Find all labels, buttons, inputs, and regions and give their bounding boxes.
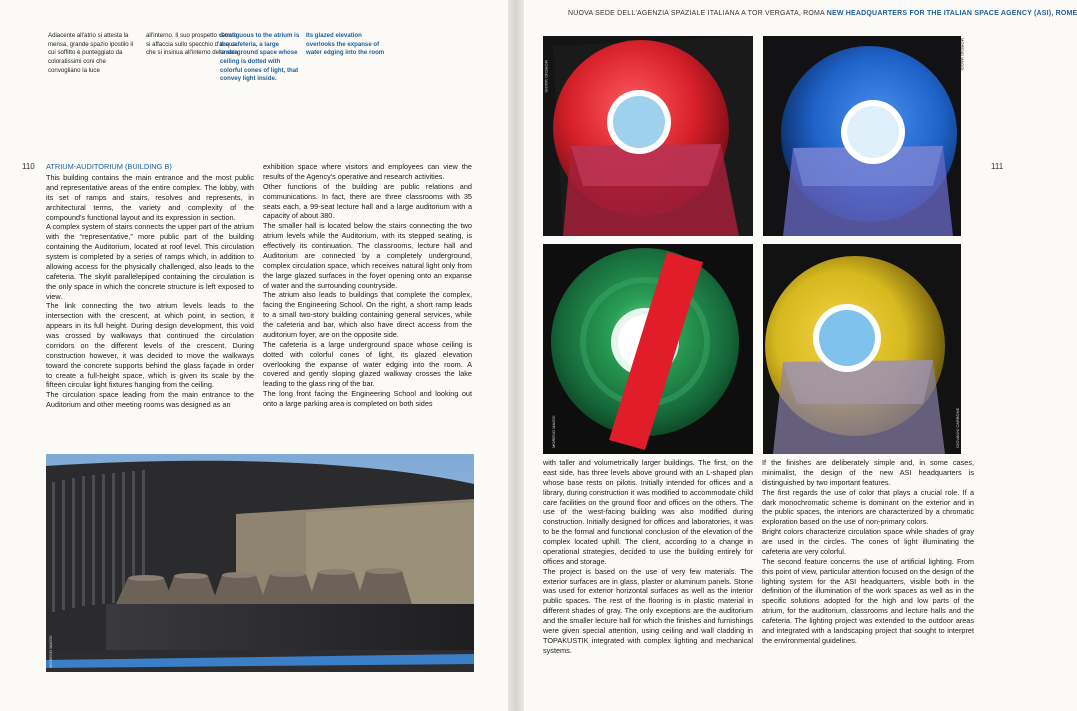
paragraph: Other functions of the building are public relations and communications. In fact, there are three classrooms with 35 seats each, a 99-seat lecture hall and a large auditorium with a capacity of about 380. (263, 181, 472, 221)
running-head-italian: NUOVA SEDE DELL'AGENZIA SPAZIALE ITALIANA A TOR VERGATA, ROMA (568, 10, 825, 17)
paragraph: A complex system of stairs connects the upper part of the atrium with the “representative,” more public part of the building containing the Auditorium, located at roof level. This circulation system is completed by a series of ramps which, in addition to allowing access for the physically challenged, also leads to the cafeteria. The skylit parallelepiped containing the circulation is the only space in which the concrete structure is left exposed to view. (46, 222, 254, 301)
left-page-column-2 (263, 162, 472, 409)
blue-light-cone-photo (763, 36, 961, 236)
paragraph: The second feature concerns the use of artificial lighting. From this point of view, particular attention focused on the design of the lighting system for the ASI headquarters, visible both in the definition of the illumination of the work spaces as well as in the specific solutions adopted for the high and low parts of the atrium, for the auditorium, classrooms and lecture halls and the cafeteria. The lighting project was extended to the outdoor areas and integrated with a landscaping project that sought to interpret the environmental guidelines. (762, 556, 974, 645)
paragraph: The circulation space leading from the main entrance to the Auditorium and other meeting rooms was designed as an (46, 390, 254, 410)
section-heading: ATRIUM-AUDITORIUM (BUILDING B) (46, 162, 172, 171)
paragraph: The first regards the use of color that plays a crucial role. If a dark monochromatic scheme is dominant on the exterior and in the public spaces, the interiors are characterized by a chromatic exploration based on the use of non-primary colors. (762, 487, 974, 527)
paragraph: The atrium also leads to buildings that complete the complex, facing the Engineering School. On the right, a short ramp leads to a small two-story building containing general services, while the cafeteria and bar, which also have direct access from the auditorium foyer, are on the opposite side. (263, 290, 472, 339)
photo-credit: MORENO MAGGI (544, 60, 549, 93)
page-gutter (508, 0, 524, 711)
paragraph: The project is based on the use of very few materials. The exterior surfaces are in glass, plaster or aluminum panels. Stone was used for exterior horizontal surfaces as well as the interior public spaces. The rest of the flooring is in plastic material in different shades of gray. The only exceptions are the auditorium and the smaller lecture hall for which the finishes and furnishings were given special attention, using ceiling and wall cladding in TOPAKUSTIK integrated with complex lighting and mechanical systems. (543, 566, 753, 655)
exterior-photo (46, 454, 474, 672)
running-head (568, 10, 1077, 17)
yellow-light-cone-graphic (763, 244, 961, 454)
paragraph: The long front facing the Engineering School and looking out onto a large parking area is completed on both sides (263, 389, 472, 408)
paragraph: The link connecting the two atrium levels leads to the intersection with the crescent, at which point, in section, it appears in its full height. During design development, this void was crossed by walkways that continued the circulation corridors on the different levels of the crescent. During construction however, it was decided to move the walkways toward the concrete supports behind the glass façade in order to create a full-height space, which is given its scale by the fifteen circular light fixtures hanging from the ceiling. (46, 301, 254, 390)
right-page-column-1 (543, 458, 753, 656)
paragraph: with taller and volumetrically larger buildings. The first, on the east side, has three levels above ground with an L-shaped plan whose base rests on pilotis. Initially intended for offices and a library, during construction it was modified to accommodate child care facilities on the ground floor and offices on the others. The use of the west-facing building was also modified during construction. Initially designed for offices and laboratories, it was to be the formal and functional conclusion of the elevation of the complex located uphill. The client, according to a change in operational strategies, decided to use the building entirely for offices and storage. (543, 458, 753, 566)
paragraph: If the finishes are deliberately simple and, in some cases, minimalist, the design of the new ASI headquarters is distinguished by two important features. (762, 458, 974, 487)
caption-english-1: Contiguous to the atrium is the cafeteria, a large underground space whose ceiling is dotted with colorful cones of light, that convey light inside. (220, 32, 300, 83)
paragraph: exhibition space where visitors and employees can view the results of the Agency's operative and research activities. (263, 162, 472, 181)
paragraph: Bright colors characterize circulation space while shades of gray are used in the circles. The cones of light illuminating the cafeteria are very colorful. (762, 527, 974, 556)
green-light-cone-photo (543, 244, 753, 454)
paragraph: The cafeteria is a large underground space whose ceiling is dotted with colorful cones of light, its glazed elevation overlooking the expanse of water edging into the room. A covered and gently sloping glazed walkway crosses the lake leading to the glass ring of the bar. (263, 339, 472, 389)
paragraph: This building contains the main entrance and the most public and representative areas of the entire complex. The lobby, with its set of ramps and stairs, resolves and represents, in architectural terms, the variety and complexity of the compound's functional layout and its expression in section. (46, 173, 254, 222)
exterior-photo-graphic (46, 454, 474, 672)
left-page-column-1 (46, 162, 254, 410)
caption-italian-2: all'interno. Il suo prospetto vetrato si affaccia sullo specchio d'acqua che si insinua all'interno della sala (146, 32, 238, 57)
page-number-right: 111 (991, 162, 1004, 171)
yellow-light-cone-photo (763, 244, 961, 454)
green-light-cone-graphic (543, 244, 753, 454)
red-light-cone-photo (543, 36, 753, 236)
photo-credit: MORENO MAGGI (960, 38, 965, 71)
photo-credit: GIOVANNI CARBONE (955, 407, 960, 448)
running-head-english: NEW HEADQUARTERS FOR THE ITALIAN SPACE AGENCY (ASI), ROME (826, 10, 1077, 17)
red-light-cone-graphic (543, 36, 753, 236)
blue-light-cone-graphic (763, 36, 961, 236)
caption-italian-1: Adiacente all'atrio si attesta la mensa, grande spazio ipostilo il cui soffitto è punteggiato da coloratissimi coni che convogliano la luce (48, 32, 134, 74)
paragraph: The smaller hall is located below the stairs connecting the two atrium levels while the Auditorium, with its stepped seating, is effectively its continuation. The classrooms, lecture hall and Auditorium are connected by a completely underground, complex circulation space, which receives natural light only from the large glazed surfaces in the foyer opening onto an expanse of water and the surrounding countryside. (263, 221, 472, 290)
right-page-column-2 (762, 458, 974, 646)
photo-credit: MORENO MAGGI (551, 415, 556, 448)
photo-credit: MORENO MAGGI (48, 635, 53, 668)
page-number-left: 110 (22, 162, 35, 171)
caption-english-2: Its glazed elevation overlooks the expanse of water edging into the room (306, 32, 385, 57)
